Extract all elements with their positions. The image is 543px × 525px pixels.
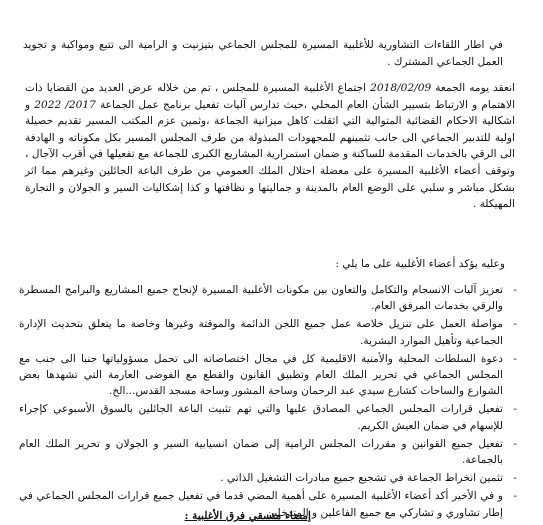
list-item: - تفعيل جميع القوانين و مقررات المجلس الرامية إلى ضمان انسيابية السير و الجولان و تحرير الملك العام بالجماعة. <box>19 436 503 468</box>
list-item: - مواصلة العمل على تنزيل خلاصة عمل جميع اللجن الدائمة والموقتة وغيرها وخاصة ما يتعلق بتحديث الإدارة الجماعية وتأهيل الموارد البشرية. <box>19 316 503 348</box>
meeting-text-middle: اجتماع الأغلبية المسيرة للمجلس ، تم من خلاله عرض العديد من القضايا ذات الاهتمام و الارتباط بتسيير الشأن العام المحلي ،حيث تدارس آليات تفعيل برنامج عمل الجماعة <box>25 82 516 111</box>
intro-paragraph: في اطار اللقاءات التشاورية للأغلبية المسيرة للمجلس الجماعي بتيزنيت و الرامية الى تتبع ومواكبة و تجويد العمل الجماعي المشترك . <box>23 39 503 68</box>
meeting-text-start: انعقد يومه الجمعة <box>431 82 516 94</box>
list-item: - دعوة السلطات المحلية والأمنية الاقليمية كل في مجال اختصاصاته الى تحمل مسؤولياتها جنبا الى جنب مع المجلس الجماعي في تحرير الملك العام وتطبيق القانون والقطع مع الفوضى العارمة التي تشهدها بعض الشوارع والساحات كشارع سيدي عبد الرحمان وساحة المشور وساحة مسجد القدس...الخ. <box>19 351 503 400</box>
agreement-intro: وعليه يؤكد أعضاء الأغلبية على ما يلي : <box>335 258 505 270</box>
meeting-text-end: و اشكالية الاحكام القضائية المتوالية التي اثقلت كاهل ميزانية الجماعة ،وثمين عزم المكتب المسير تقديم حصيلة اولية للتدبير الجماعي الى جانب تثمينهم للمجهودات المبذولة من طرف المجلس المسير بكل مكوناته و الهادفة الى الرقي بالخدمات المقدمة للساكنة و ضمان استمرارية المشاريع الكبرى للجماعة مع تفعيلها في أقرب الآجال ، وتوقف أعضاء الأغلبية المسيرة على معضلة احتلال الملك العمومي من طرف الباعة الجائلين وغيرهم مما اثر بشكل مباشر و سلبي على الوضع العام بالمدينة و جماليتها و نظافتها و كذا إشكاليات السير و الجولان و التجارة المهيكلة . <box>25 98 515 211</box>
list-item: - و في الأخير أكد أعضاء الأغلبية المسيرة على أهمية المضي قدما في تفعيل جميع قرارات المجلس الجماعي في إطار تشاوري و تشاركي مع جميع الفاعلين و المتدخلين . <box>19 488 503 520</box>
list-item: - تثمين انخراط الجماعة في تشجيع جميع مبادرات التشغيل الذاتي . <box>19 470 503 486</box>
signature-heading: إمضاء منسقي فرق الأغلبية : <box>184 510 311 522</box>
resolutions-list <box>19 282 517 523</box>
program-years: 2017/ 2022 <box>34 98 96 111</box>
list-item: - تفعيل قرارات المجلس الجماعي المصادق عليها والتي تهم تثبيت الباعة الجائلين بالسوق الأسبوعي كإجراء للإسهام في ضمان العيش الكريم. <box>19 401 503 433</box>
list-item: - تعزيز آليات الانسجام والتكامل والتعاون بين مكونات الأغلبية المسيرة لإنجاح جميع المشاريع والبرامج المسطرة والرقي بخدمات المرفق العام. <box>19 282 503 314</box>
meeting-paragraph <box>25 80 515 213</box>
meeting-date: 2018/02/09 <box>370 82 432 94</box>
